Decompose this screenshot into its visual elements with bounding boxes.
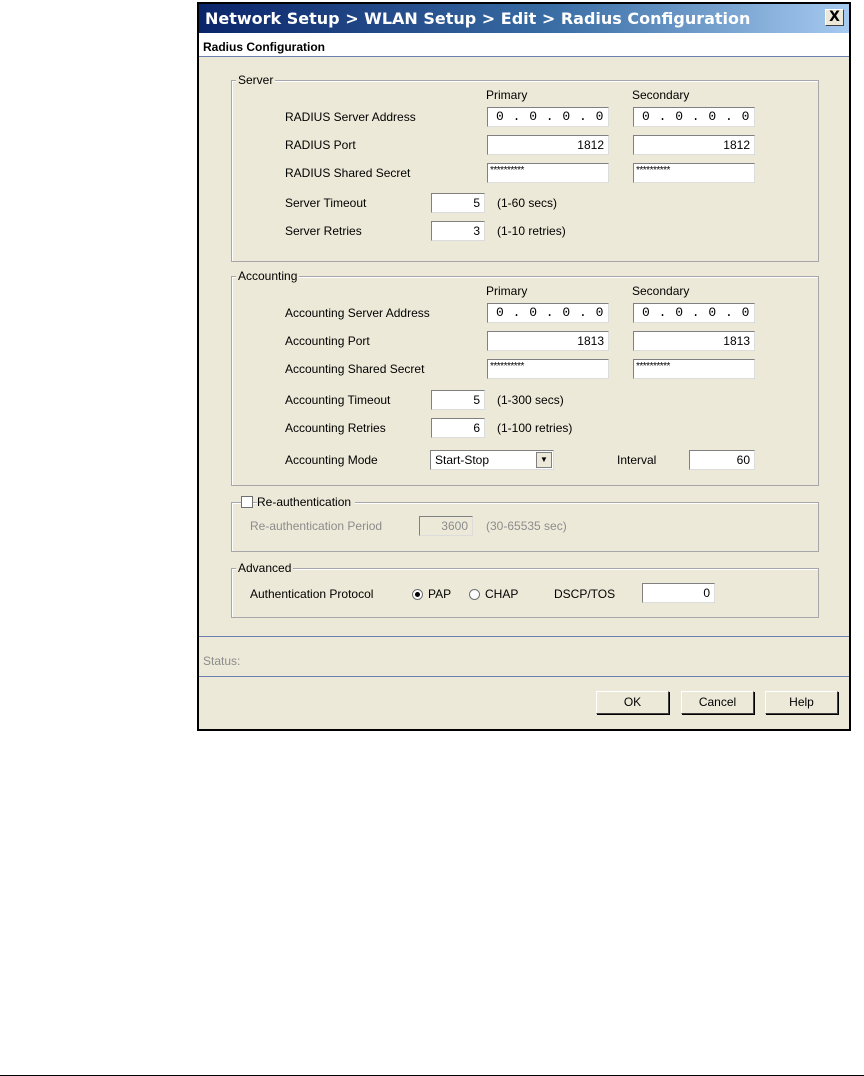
accounting-secondary-header: Secondary [632,284,690,298]
accounting-primary-secret-input[interactable]: ********** [487,359,609,379]
accounting-retries-hint: (1-100 retries) [497,421,573,435]
server-timeout-input[interactable]: 5 [431,193,485,213]
accounting-mode-value: Start-Stop [435,453,490,467]
server-timeout-label: Server Timeout [285,196,367,210]
reauth-period-hint: (30-65535 sec) [486,519,567,533]
server-retries-hint: (1-10 retries) [497,224,566,238]
accounting-server-address-label: Accounting Server Address [285,306,430,320]
accounting-timeout-input[interactable]: 5 [431,390,485,410]
accounting-secondary-address-input[interactable]: 0 . 0 . 0 . 0 [633,303,755,323]
accounting-timeout-hint: (1-300 secs) [497,393,564,407]
ok-button[interactable]: OK [596,691,669,714]
dscp-tos-label: DSCP/TOS [554,587,616,601]
section-header [199,33,849,57]
status-separator-top [199,636,849,637]
reauth-period-input[interactable]: 3600 [419,516,473,536]
section-title: Radius Configuration [203,40,325,54]
server-retries-label: Server Retries [285,224,362,238]
server-timeout-hint: (1-60 secs) [497,196,558,210]
accounting-mode-label: Accounting Mode [285,453,378,467]
accounting-timeout-label: Accounting Timeout [285,393,391,407]
window-titlebar[interactable] [199,4,849,33]
server-secondary-header: Secondary [632,88,690,102]
help-button[interactable]: Help [765,691,838,714]
radius-port-label: RADIUS Port [285,138,356,152]
dropdown-arrow-icon[interactable]: ▼ [536,452,552,468]
reauth-checkbox-label[interactable]: Re-authentication [257,495,355,509]
dscp-tos-input[interactable]: 0 [642,583,715,603]
server-retries-input[interactable]: 3 [431,221,485,241]
radius-primary-address-input[interactable]: 0 . 0 . 0 . 0 [487,107,609,127]
radius-secondary-secret-input[interactable]: ********** [633,163,755,183]
server-legend: Server [238,73,274,87]
radio-selected-dot-icon [415,592,420,597]
close-icon: X [829,9,840,25]
accounting-shared-secret-label: Accounting Shared Secret [285,362,425,376]
radius-secondary-port-input[interactable]: 1812 [633,135,755,155]
pap-radio[interactable] [412,589,423,600]
accounting-mode-select[interactable] [430,450,554,470]
window-title: Network Setup > WLAN Setup > Edit > Radius Configuration [205,9,751,28]
pap-label[interactable]: PAP [428,587,452,601]
radius-shared-secret-label: RADIUS Shared Secret [285,166,411,180]
radius-primary-secret-input[interactable]: ********** [487,163,609,183]
cancel-button[interactable]: Cancel [681,691,754,714]
reauth-period-label: Re-authentication Period [250,519,383,533]
accounting-port-label: Accounting Port [285,334,370,348]
accounting-retries-label: Accounting Retries [285,421,386,435]
status-separator-bottom [199,676,849,677]
server-primary-header: Primary [486,88,528,102]
radius-secondary-address-input[interactable]: 0 . 0 . 0 . 0 [633,107,755,127]
auth-protocol-label: Authentication Protocol [250,587,374,601]
accounting-primary-port-input[interactable]: 1813 [487,331,609,351]
accounting-primary-header: Primary [486,284,528,298]
accounting-legend: Accounting [238,269,298,283]
radius-primary-port-input[interactable]: 1812 [487,135,609,155]
radius-server-address-label: RADIUS Server Address [285,110,416,124]
accounting-secondary-port-input[interactable]: 1813 [633,331,755,351]
accounting-primary-address-input[interactable]: 0 . 0 . 0 . 0 [487,303,609,323]
accounting-secondary-secret-input[interactable]: ********** [633,359,755,379]
radius-config-dialog [197,2,851,731]
reauth-checkbox[interactable] [241,496,253,508]
accounting-retries-input[interactable]: 6 [431,418,485,438]
advanced-legend: Advanced [238,561,292,575]
close-button[interactable] [825,9,844,26]
interval-input[interactable]: 60 [689,450,755,470]
chap-radio[interactable] [469,589,480,600]
interval-label: Interval [617,453,657,467]
status-label: Status: [203,654,241,668]
chap-label[interactable]: CHAP [485,587,519,601]
